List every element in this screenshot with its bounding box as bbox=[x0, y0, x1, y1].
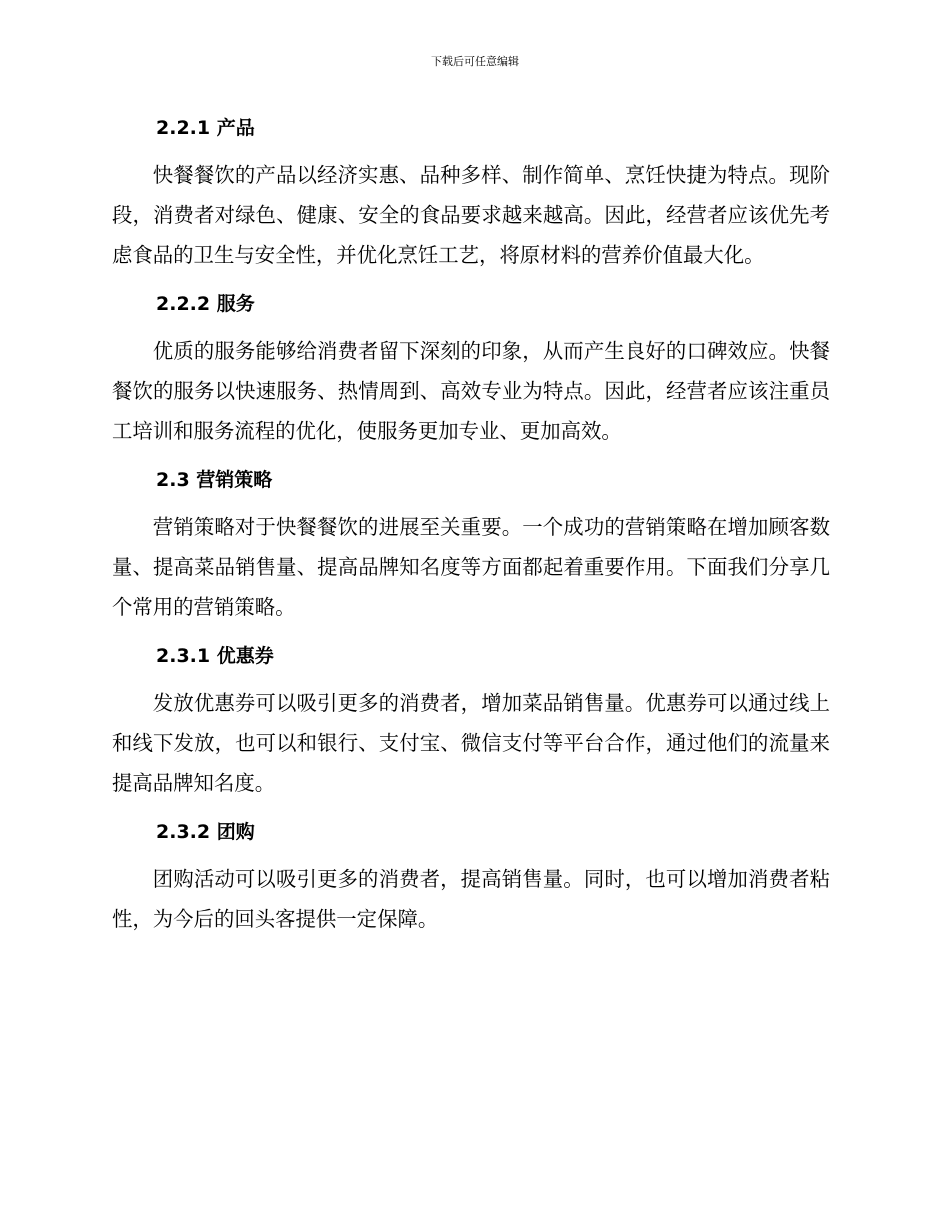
section-paragraph-group-buying: 团购活动可以吸引更多的消费者，提高销售量。同时，也可以增加消费者粘性，为今后的回头客提供一定保障。 bbox=[112, 867, 830, 931]
section-paragraph-product: 快餐餐饮的产品以经济实惠、品种多样、制作简单、烹饪快捷为特点。现阶段，消费者对绿色、健康、安全的食品要求越来越高。因此，经营者应该优先考虑食品的卫生与安全性，并优化烹饪工艺，将原材料的营养价值最大化。 bbox=[112, 163, 830, 267]
section-heading-group-buying: 2.3.2 团购 bbox=[156, 821, 255, 843]
section-heading-marketing-strategy: 2.3 营销策略 bbox=[156, 469, 273, 491]
section-paragraph-marketing-strategy: 营销策略对于快餐餐饮的进展至关重要。一个成功的营销策略在增加顾客数量、提高菜品销售量、提高品牌知名度等方面都起着重要作用。下面我们分享几个常用的营销策略。 bbox=[112, 515, 830, 619]
section-heading-service: 2.2.2 服务 bbox=[156, 293, 255, 315]
section-heading-coupon: 2.3.1 优惠券 bbox=[156, 645, 274, 667]
section-heading-product: 2.2.1 产品 bbox=[156, 117, 255, 139]
section-paragraph-service: 优质的服务能够给消费者留下深刻的印象，从而产生良好的口碑效应。快餐餐饮的服务以快速服务、热情周到、高效专业为特点。因此，经营者应该注重员工培训和服务流程的优化，使服务更加专业、更加高效。 bbox=[112, 339, 830, 443]
document-body bbox=[112, 108, 830, 939]
section-paragraph-coupon: 发放优惠券可以吸引更多的消费者，增加菜品销售量。优惠券可以通过线上和线下发放，也可以和银行、支付宝、微信支付等平台合作，通过他们的流量来提高品牌知名度。 bbox=[112, 691, 830, 795]
page-header: 下载后可任意编辑 bbox=[431, 55, 519, 68]
